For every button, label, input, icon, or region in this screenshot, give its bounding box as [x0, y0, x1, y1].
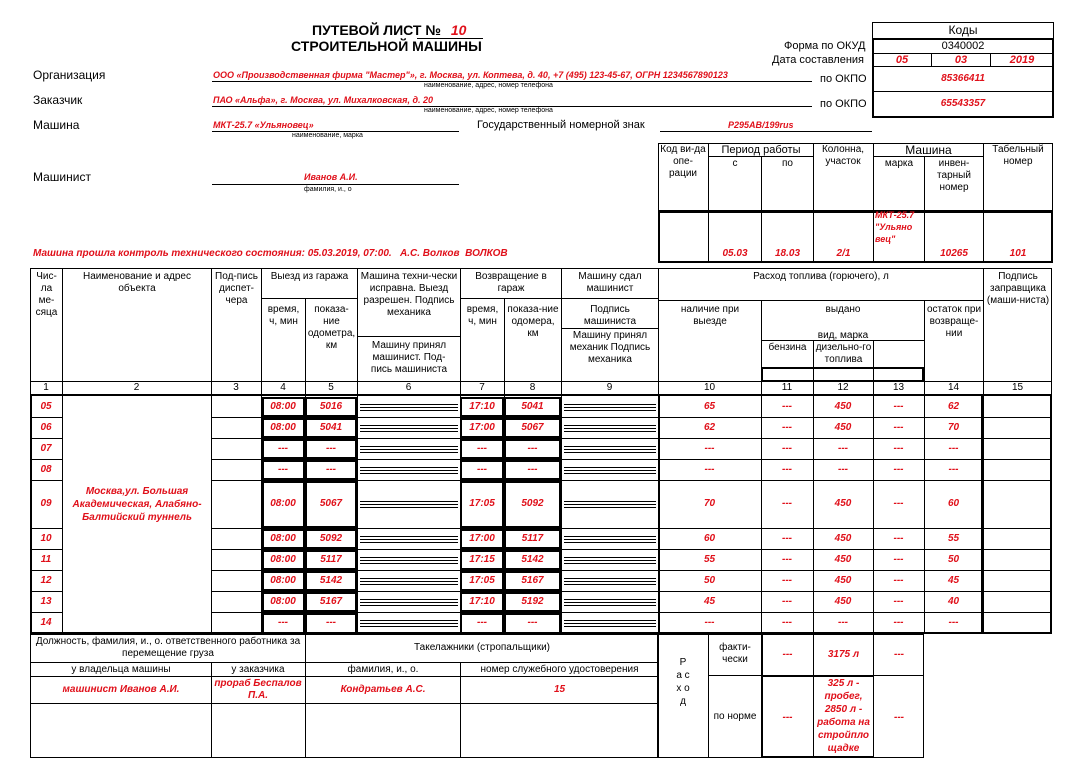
- rig-header: Такелажники (стропальщики): [413, 642, 551, 653]
- column-number: 11: [781, 382, 793, 393]
- row-o2: ---: [527, 617, 538, 628]
- machine-value: МКТ-25.7 «Ульяновец»: [213, 120, 314, 130]
- row-t2: ---: [477, 442, 487, 454]
- row-t1: 08:00: [270, 574, 296, 586]
- row-f10: 45: [703, 595, 716, 607]
- rt-machine-header: Машина: [905, 143, 952, 157]
- customer-hint: наименование, адрес, номер телефона: [424, 107, 553, 114]
- okud-code: 0340002: [941, 40, 985, 52]
- rt-column-header: Колонна, участок: [821, 144, 865, 167]
- row-f13: ---: [893, 463, 904, 475]
- date-month: 03: [954, 54, 968, 66]
- column-number: 4: [280, 382, 286, 393]
- cust-header: у заказчика: [231, 664, 285, 675]
- row-day: 09: [40, 498, 52, 509]
- plate-value: Р295АВ/199rus: [728, 120, 794, 130]
- rt-to-header: по: [782, 158, 793, 169]
- row-t2: 17:05: [469, 498, 495, 509]
- row-f14: 45: [947, 574, 960, 586]
- resp-header: Должность, фамилия, и., о. ответственного работника за перемещение груза: [35, 636, 301, 659]
- row-f11: ---: [782, 532, 792, 544]
- rt-code-header: Код ви-да опе-рации: [660, 144, 706, 179]
- row-f11: ---: [782, 553, 792, 565]
- row-f12: ---: [838, 463, 848, 475]
- column-number: 8: [529, 382, 536, 393]
- column-number: 14: [947, 382, 960, 393]
- row-f11: ---: [782, 574, 792, 586]
- row-f13: ---: [893, 400, 904, 412]
- actual-benzine: ---: [782, 649, 793, 660]
- date-year: 2019: [1009, 54, 1035, 66]
- row-f12: 450: [834, 595, 852, 607]
- row-day: 08: [40, 463, 52, 475]
- row-day: 06: [40, 421, 52, 433]
- column-number: 7: [479, 382, 485, 393]
- title-line1: ПУТЕВОЙ ЛИСТ №: [312, 22, 441, 38]
- rt-inv-header: инвен-тарный номер: [937, 158, 971, 193]
- row-f12: 450: [834, 400, 852, 412]
- row-f14: ---: [948, 617, 959, 628]
- row-day: 12: [40, 574, 52, 586]
- row-f14: 50: [947, 553, 960, 565]
- row-o1: 5117: [320, 553, 342, 565]
- operator-hint: фамилия, и., о: [304, 186, 352, 193]
- operator-label: Машинист: [33, 170, 91, 184]
- customer-value: ПАО «Альфа», г. Москва, ул. Михалковская, д. 20: [213, 95, 434, 105]
- plate-label: Государственный номерной знак: [477, 119, 645, 131]
- col5-header: показа-ние одометра, км: [307, 304, 356, 351]
- col6a-header: Машина техни-чески исправна. Выезд разрешен. Подпись механика: [360, 271, 458, 318]
- col9c-header: Машину принял механик Подпись механика: [569, 330, 651, 365]
- column-number: 3: [233, 382, 239, 393]
- row-f14: ---: [948, 442, 959, 454]
- row-o1: ---: [326, 463, 336, 475]
- norm-benzine: ---: [782, 712, 793, 723]
- row-f12: 450: [834, 532, 852, 544]
- row-f12: 450: [834, 421, 852, 433]
- column-number: 15: [1011, 382, 1024, 393]
- col10-header: наличие при выезде: [680, 304, 740, 327]
- row-o1: ---: [326, 442, 336, 454]
- row-o1: 5142: [319, 574, 343, 586]
- row-f12: 450: [834, 498, 852, 509]
- row-f11: ---: [782, 595, 792, 607]
- row-f10: 50: [703, 574, 716, 586]
- row-f11: ---: [782, 421, 792, 433]
- date-day: 05: [895, 54, 909, 66]
- col12-header: дизельно-го топлива: [815, 342, 872, 365]
- norm-diesel: 325 л - пробег, 2850 л - работа на стройпло щадке: [817, 678, 870, 754]
- row-day: 14: [40, 617, 52, 628]
- cust-value: прораб Беспалов П.А.: [214, 678, 302, 701]
- row-t2: 17:05: [469, 574, 495, 586]
- page-subtitle: СТРОИТЕЛЬНОЙ МАШИНЫ: [291, 38, 482, 54]
- actual-col13: ---: [894, 649, 904, 660]
- kind-header: вид, марка: [817, 330, 869, 341]
- row-f12: ---: [838, 442, 848, 454]
- machine-hint: наименование, марка: [292, 132, 363, 139]
- row-o2: 5092: [521, 498, 544, 509]
- row-f12: 450: [834, 553, 852, 565]
- row-t2: 17:10: [469, 400, 495, 412]
- issued-header: выдано: [825, 304, 861, 315]
- inspection-note: Машина прошла контроль технического состояния: 05.03.2019, 07:00. А.С. Волков ВОЛКОВ: [33, 248, 508, 259]
- rt-column: 2/1: [836, 248, 851, 259]
- org-label: Организация: [33, 68, 106, 82]
- row-day: 10: [40, 532, 52, 544]
- rt-brand: МКТ-25.7 "Ульяно вец": [875, 210, 915, 244]
- row-o1: 5092: [319, 532, 343, 544]
- rig-cert-header: номер служебного удостоверения: [480, 664, 639, 675]
- machine-label: Машина: [33, 118, 80, 132]
- col9a-header: Машину сдал машинист: [578, 271, 642, 294]
- row-day: 13: [40, 595, 52, 607]
- row-o2: 5142: [521, 553, 544, 565]
- row-f13: ---: [893, 617, 904, 628]
- date-label: Дата составления: [772, 54, 864, 66]
- row-f14: 60: [947, 498, 960, 509]
- page-title: [312, 22, 466, 38]
- operator-value: Иванов А.И.: [304, 172, 358, 182]
- rt-tab: 101: [1009, 248, 1027, 259]
- row-o2: 5192: [521, 595, 544, 607]
- row-o2: 5067: [521, 421, 544, 433]
- row-f11: ---: [782, 617, 792, 628]
- row-day: 05: [40, 400, 52, 412]
- row-o2: 5117: [521, 532, 544, 544]
- row-f14: ---: [948, 463, 959, 475]
- codes-header: Коды: [948, 23, 978, 37]
- col8-header: показа-ние одомера, км: [507, 304, 559, 339]
- row-t1: ---: [278, 442, 288, 454]
- row-t1: 08:00: [270, 400, 296, 412]
- row-f10: 55: [703, 553, 716, 565]
- row-t1: ---: [278, 617, 288, 628]
- row-f11: ---: [782, 463, 792, 475]
- org-value: ООО «Производственная фирма "Мастер"», г. Москва, ул. Коптева, д. 40, +7 (495) 123-45-67, ОГРН 1234567890123: [213, 70, 728, 80]
- col15-header: Подпись заправщика (маши-ниста): [986, 271, 1050, 306]
- row-f10: 60: [703, 532, 716, 544]
- column-number: 6: [405, 382, 412, 393]
- actual-diesel: 3175 л: [827, 649, 860, 660]
- row-f13: ---: [893, 421, 904, 433]
- rt-tab-header: Табельный номер: [992, 144, 1044, 167]
- rt-brand-header: марка: [884, 158, 914, 169]
- rt-from-header: с: [732, 158, 738, 169]
- actual-label: факти-чески: [719, 642, 751, 665]
- row-o1: 5167: [319, 595, 343, 607]
- row-f14: 55: [947, 532, 960, 544]
- row-o1: 5016: [319, 400, 343, 412]
- row-t2: 17:00: [469, 421, 495, 433]
- row-f13: ---: [893, 553, 904, 565]
- row-f10: 65: [703, 400, 716, 412]
- row-f14: 40: [947, 595, 960, 607]
- norm-label: по норме: [713, 711, 757, 722]
- row-t1: 08:00: [270, 421, 296, 433]
- col6b-header: Машину принял машинист. Под-пись машиниста: [370, 340, 448, 375]
- column-number: 1: [43, 382, 49, 393]
- column-number: 2: [133, 382, 140, 393]
- row-f13: ---: [893, 595, 904, 607]
- col4-header: время, ч, мин: [267, 304, 300, 327]
- rt-inv: 10265: [940, 248, 968, 259]
- rig-cert-value: 15: [553, 684, 566, 695]
- norm-col13: ---: [894, 712, 904, 723]
- column-number: 12: [837, 382, 849, 393]
- owner-value: машинист Иванов А.И.: [62, 684, 180, 695]
- row-f13: ---: [893, 498, 904, 509]
- row-o1: ---: [326, 617, 336, 628]
- okpo-customer: 65543357: [940, 98, 986, 109]
- row-f10: ---: [704, 617, 715, 628]
- row-t2: ---: [477, 463, 487, 475]
- column-number: 10: [703, 382, 716, 393]
- waybill-number: 10: [450, 22, 467, 38]
- row-f10: 62: [703, 421, 716, 433]
- row-t1: 08:00: [270, 553, 296, 565]
- row-f11: ---: [782, 442, 792, 454]
- okpo-label-customer: по ОКПО: [820, 98, 867, 110]
- row-f14: 70: [947, 421, 960, 433]
- row-o2: ---: [527, 442, 538, 454]
- col1-header: Чис-ла ме-сяца: [35, 271, 58, 318]
- row-t2: ---: [477, 617, 487, 628]
- row-o1: 5067: [319, 498, 343, 509]
- row-o2: ---: [527, 463, 538, 475]
- col9b-header: Подпись машиниста: [583, 304, 637, 327]
- row-f13: ---: [893, 442, 904, 454]
- row-f14: 62: [947, 400, 960, 412]
- org-hint: наименование, адрес, номер телефона: [424, 82, 553, 89]
- row-f12: ---: [838, 617, 848, 628]
- return-header: Возвращение в гараж: [475, 271, 547, 294]
- rt-to: 18.03: [774, 248, 801, 259]
- row-o2: 5167: [521, 574, 544, 586]
- row-t1: 08:00: [270, 595, 296, 607]
- fuel-header: Расход топлива (горючего), л: [753, 271, 889, 282]
- col7-header: время, ч, мин: [466, 304, 499, 327]
- row-f11: ---: [782, 498, 792, 509]
- row-f13: ---: [893, 574, 904, 586]
- col14-header: остаток при возвраще-нии: [926, 304, 982, 339]
- rig-name-value: Кондратьев А.С.: [340, 684, 426, 695]
- row-f10: ---: [704, 463, 715, 475]
- row-t2: 17:10: [469, 595, 495, 607]
- consumption-label: Р а с х о д: [676, 657, 690, 707]
- row-t1: 08:00: [270, 532, 296, 544]
- column-number: 5: [328, 382, 334, 393]
- rt-period-header: Период работы: [721, 144, 801, 156]
- col11-header: бензина: [768, 342, 807, 353]
- okud-label: Форма по ОКУД: [784, 40, 866, 52]
- row-f12: 450: [834, 574, 852, 586]
- row-o1: 5041: [319, 421, 343, 433]
- row-t1: 08:00: [270, 498, 296, 509]
- row-day: 11: [40, 553, 52, 565]
- exit-header: Выезд из гаража: [270, 271, 349, 282]
- col2-header: Наименование и адрес объекта: [83, 271, 191, 294]
- rig-name-header: фамилия, и., о.: [347, 664, 419, 675]
- column-number: 9: [606, 382, 613, 393]
- rt-from: 05.03: [722, 248, 748, 259]
- row-t2: 17:15: [469, 553, 495, 565]
- row-o2: 5041: [521, 400, 544, 412]
- row-day: 07: [40, 442, 52, 454]
- row-f10: ---: [704, 442, 715, 454]
- col3-header: Под-пись диспет-чера: [215, 271, 258, 306]
- owner-header: у владельца машины: [71, 664, 171, 675]
- object-address: Москва,ул. Большая Академическая, Алабяно-Балтийский туннель: [72, 486, 202, 523]
- row-t2: 17:00: [469, 532, 495, 544]
- customer-label: Заказчик: [33, 93, 83, 107]
- row-f11: ---: [782, 400, 792, 412]
- row-f10: 70: [703, 498, 716, 509]
- row-f13: ---: [893, 532, 904, 544]
- okpo-org: 85366411: [941, 73, 985, 84]
- column-number: 13: [892, 382, 905, 393]
- row-t1: ---: [278, 463, 288, 475]
- okpo-label-org: по ОКПО: [820, 73, 867, 85]
